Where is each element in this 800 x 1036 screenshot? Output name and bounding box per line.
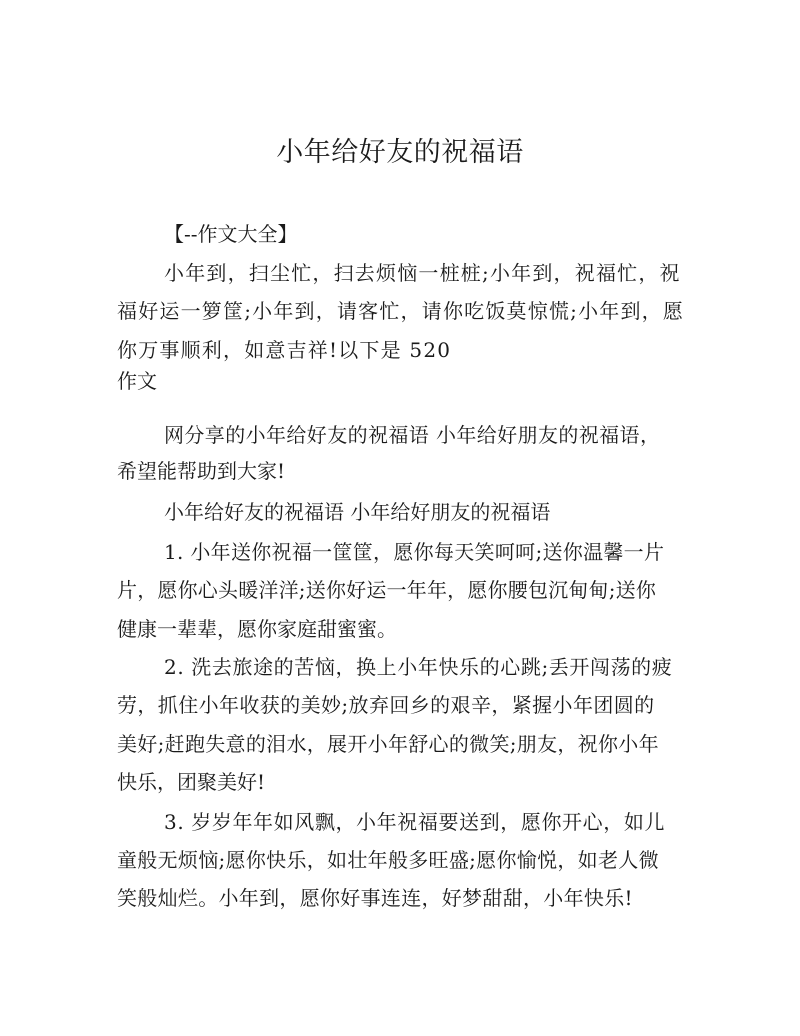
item-3-line-1: 3. 岁岁年年如风飘，小年祝福要送到，愿你开心，如儿 xyxy=(164,810,666,834)
item-2-line-4: 快乐，团聚美好! xyxy=(117,770,266,794)
item-2-line-3: 美好;赶跑失意的泪水，展开小年舒心的微笑;朋友，祝你小年 xyxy=(117,732,659,756)
item-2-line-1: 2. 洗去旅途的苦恼，换上小年快乐的心跳;丢开闯荡的疲 xyxy=(164,655,673,679)
intro-line-1: 小年到，扫尘忙，扫去烦恼一桩桩;小年到，祝福忙，祝 xyxy=(164,261,681,285)
intro-line-4: 作文 xyxy=(117,369,157,393)
share-line-2: 希望能帮助到大家! xyxy=(117,459,286,483)
item-3-line-3: 笑般灿烂。小年到，愿你好事连连，好梦甜甜，小年快乐! xyxy=(117,886,633,910)
source-tag: 【--作文大全】 xyxy=(164,222,298,246)
item-1-line-3: 健康一辈辈，愿你家庭甜蜜蜜。 xyxy=(117,617,397,641)
subheading: 小年给好友的祝福语 小年给好朋友的祝福语 xyxy=(164,500,551,524)
page-title: 小年给好友的祝福语 xyxy=(276,137,524,168)
item-2-line-2: 劳，抓住小年收获的美妙;放弃回乡的艰辛，紧握小年团圆的 xyxy=(117,693,655,717)
item-3-line-2: 童般无烦恼;愿你快乐，如壮年般多旺盛;愿你愉悦，如老人微 xyxy=(117,848,659,872)
item-1-line-1: 1. 小年送你祝福一筐筐，愿你每天笑呵呵;送你温馨一片 xyxy=(164,540,665,564)
intro-line-2: 福好运一箩筐;小年到，请客忙，请你吃饭莫惊慌;小年到，愿 xyxy=(117,299,685,323)
share-line-1: 网分享的小年给好友的祝福语 小年给好朋友的祝福语， xyxy=(164,423,661,447)
item-1-line-2: 片，愿你心头暖洋洋;送你好运一年年，愿你腰包沉甸甸;送你 xyxy=(117,578,657,602)
intro-line-3: 你万事顺利，如意吉祥!以下是 520 xyxy=(117,338,452,362)
